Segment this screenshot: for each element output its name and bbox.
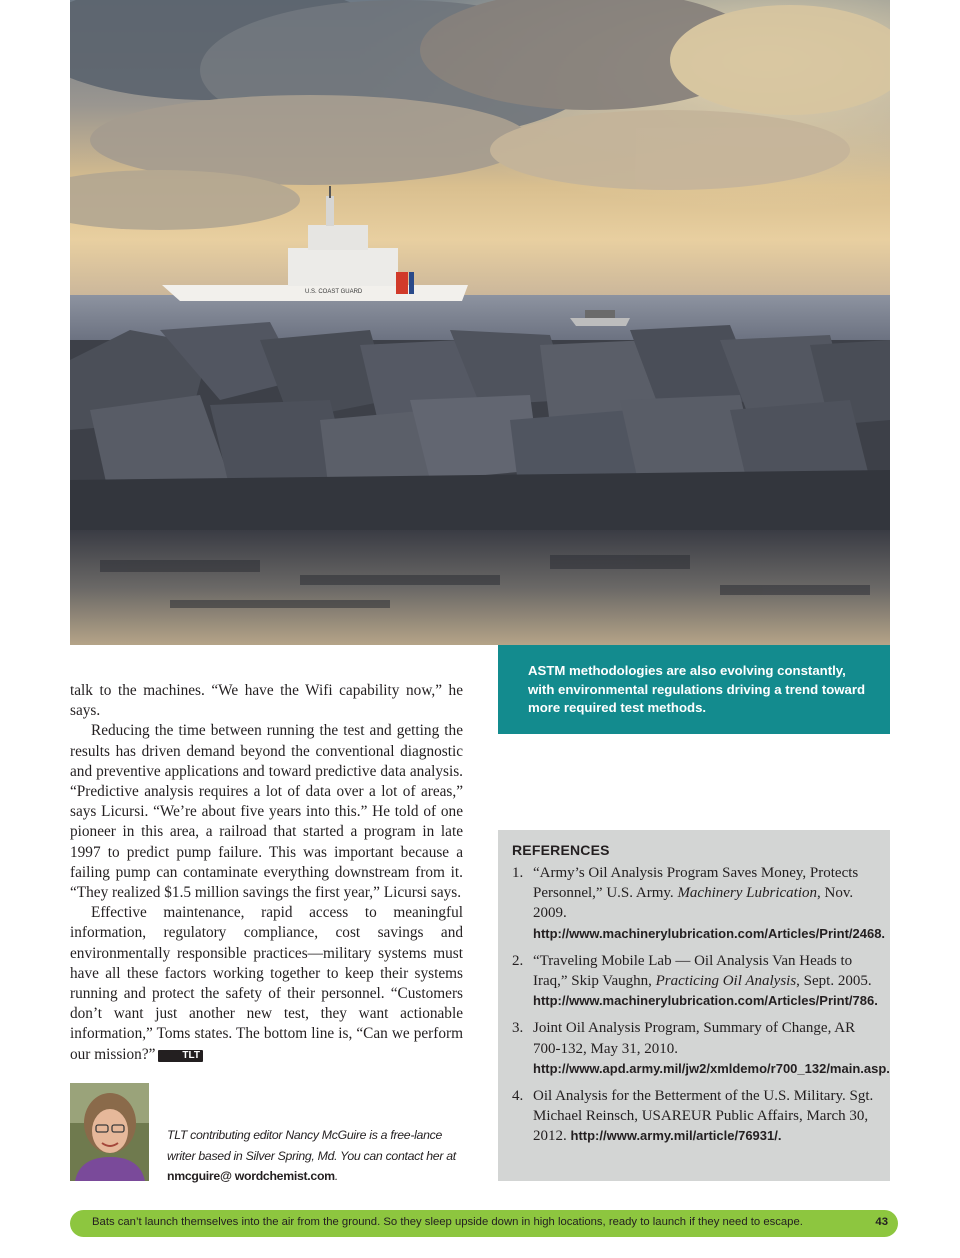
article-paragraph — [70, 903, 463, 1065]
author-bio — [167, 1125, 467, 1187]
footer-fact: Bats can’t launch themselves into the air from the ground. So they sleep upside down in high locations, ready to launch if they need to escape. — [92, 1216, 803, 1228]
references-box — [498, 830, 890, 1181]
reference-publication: Machinery Lubrication — [677, 885, 818, 902]
reference-number: 2. — [512, 952, 524, 969]
article-body — [70, 681, 463, 1065]
coast-guard-ship-photo — [70, 0, 890, 645]
reference-url[interactable]: http://www.apd.army.mil/jw2/xmldemo/r700_132/main.asp. — [533, 1060, 890, 1076]
reference-url[interactable]: http://www.army.mil/article/76931/. — [570, 1128, 782, 1144]
author-bio-paragraph — [167, 1125, 467, 1187]
footer-bar — [70, 1210, 898, 1237]
reference-text: “Traveling Mobile Lab — Oil Analysis Van Heads to Iraq,” Skip Vaughn, — [533, 952, 853, 990]
reference-url[interactable]: http://www.machinerylubrication.com/Articles/Print/2468. — [533, 925, 886, 941]
reference-item — [512, 1018, 890, 1079]
references-list — [512, 863, 890, 1147]
article-paragraph-text: Effective maintenance, rapid access to meaningful information, regulatory compliance, cost savings and environmentally responsible practices—military systems must have all these factors working together to keep their systems running and protect the safety of their personnel. “Customers don’t want just another new test, they want actionable information,” Toms states. The bottom line is, “Can we perform our mission?” — [70, 904, 463, 1063]
reference-publication: Practicing Oil Analysis — [655, 973, 797, 990]
reference-date: , Nov. 2009. — [533, 885, 854, 922]
author-bio-text: TLT contributing editor Nancy McGuire is a free-lance writer based in Silver Spring, Md. You can contact her at — [167, 1128, 456, 1163]
reference-number: 1. — [512, 865, 524, 881]
reference-number: 3. — [512, 1020, 524, 1037]
page-number: 43 — [875, 1216, 888, 1228]
reference-number: 4. — [512, 1088, 524, 1105]
reference-item — [512, 1086, 876, 1147]
author-photo — [70, 1083, 149, 1181]
reference-date: , Sept. 2005. — [796, 973, 872, 990]
reference-item — [512, 951, 876, 1012]
tlt-end-badge: TLT — [158, 1050, 203, 1062]
author-bio-end: . — [334, 1169, 338, 1183]
pull-quote-callout — [498, 645, 890, 734]
reference-text: Oil Analysis for the Betterment of the U.S. Military. Sgt. Michael Reinsch, USAREUR Public Affairs, March 30, 2012. — [533, 1088, 874, 1145]
author-email-link[interactable]: nmcguire@ wordchemist.com — [167, 1169, 335, 1183]
pull-quote-text: ASTM methodologies are also evolving constantly, with environmental regulations driving a trend toward more required test methods. — [528, 663, 866, 715]
hero-photo — [70, 0, 890, 645]
reference-url[interactable]: http://www.machinerylubrication.com/Articles/Print/786. — [533, 993, 878, 1009]
references-title: REFERENCES — [512, 842, 610, 858]
jetty-rocks — [70, 322, 890, 540]
reference-text: Joint Oil Analysis Program, Summary of Change, AR 700-132, May 31, 2010. — [533, 1020, 856, 1057]
author-portrait — [70, 1083, 149, 1181]
reference-text: “Army’s Oil Analysis Program Saves Money, Protects Personnel,” U.S. Army. — [533, 865, 859, 902]
article-paragraph: Reducing the time between running the test and getting the results has driven demand beyond the conventional diagnostic and preventive applications and toward predictive data analysis. “Predictive analysis requires a lot of data over a lot of areas,” says Licursi. “We’re about five years into this.” He told of one pioneer in this area, a railroad that started a program in late 1997 to predict pump failure. This was important because a failing pump can contaminate everything downstream from it. “They realized $1.5 million savings the first year,” Licursi says. — [70, 722, 463, 902]
reference-item — [512, 863, 886, 944]
ship-hull-marking: U.S. COAST GUARD — [305, 289, 363, 295]
article-paragraph: talk to the machines. “We have the Wifi capability now,” he says. — [70, 682, 463, 720]
